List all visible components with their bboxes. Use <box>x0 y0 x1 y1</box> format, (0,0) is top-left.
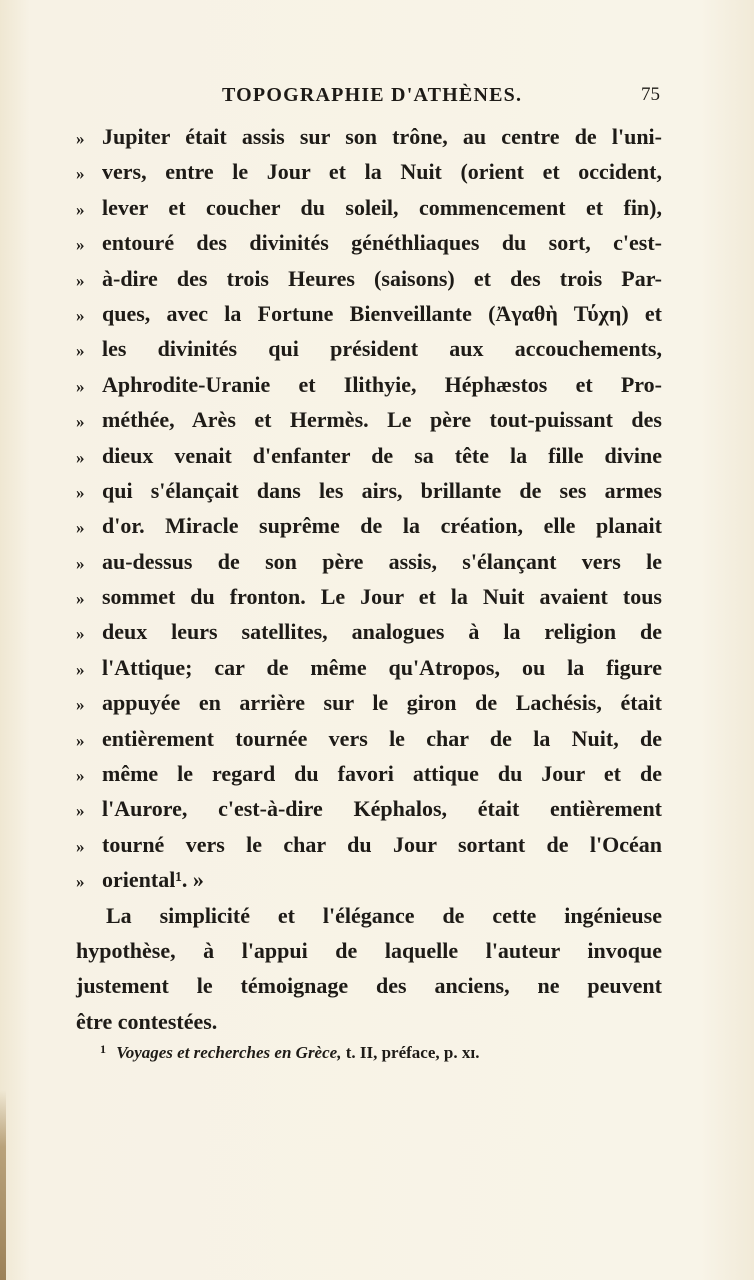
quote-line <box>76 367 662 402</box>
quote-line <box>76 331 662 366</box>
page-number: 75 <box>641 84 660 105</box>
quote-mark: » <box>76 659 85 679</box>
quote-line <box>76 473 662 508</box>
quote-line-text: deux leurs satellites, analogues à la religion de <box>102 619 662 645</box>
quote-line-text: ques, avec la Fortune Bienveillante (Ἀγαθὴ Τύχη) et <box>102 300 662 326</box>
quote-mark: » <box>76 872 85 892</box>
quote-line <box>76 685 662 720</box>
quote-mark: » <box>76 553 85 573</box>
quote-line <box>76 225 662 260</box>
quote-mark: » <box>76 730 85 750</box>
quote-line <box>76 154 662 189</box>
footnote <box>100 1042 660 1063</box>
quote-line-text: l'Attique; car de même qu'Atropos, ou la figure <box>102 654 662 680</box>
quote-mark: » <box>76 695 85 715</box>
footnote-title: Voyages et recherches en Grèce, <box>116 1043 342 1062</box>
quote-line <box>76 508 662 543</box>
quote-line-text: oriental¹. » <box>102 867 204 893</box>
quote-mark: » <box>76 801 85 821</box>
quote-line-text: Jupiter était assis sur son trône, au centre de l'uni- <box>102 124 662 149</box>
quote-mark: » <box>76 129 85 148</box>
paragraph-line: hypothèse, à l'appui de laquelle l'auteur invoque <box>76 937 662 963</box>
quote-mark: » <box>76 164 85 184</box>
paragraph-line: La simplicité et l'élégance de cette ingénieuse <box>106 902 662 928</box>
paragraph-line: être contestées. <box>76 1008 218 1034</box>
quote-line-text: l'Aurore, c'est-à-dire Képhalos, était entièrement <box>102 796 662 822</box>
page-header <box>76 84 666 114</box>
paragraph-line: justement le témoignage des anciens, ne peuvent <box>76 973 662 999</box>
quote-line <box>76 119 662 154</box>
quote-line <box>76 261 662 296</box>
quote-mark: » <box>76 305 85 325</box>
quote-line-text: qui s'élançait dans les airs, brillante de ses armes <box>102 477 662 503</box>
quote-line-text: lever et coucher du soleil, commencement et fin), <box>102 194 662 220</box>
quote-line <box>76 827 662 862</box>
quote-mark: » <box>76 589 85 609</box>
quote-line-text: tourné vers le char du Jour sortant de l'Océan <box>102 831 662 857</box>
quote-line <box>76 544 662 579</box>
quote-line <box>76 579 662 614</box>
quote-mark: » <box>76 341 85 361</box>
quote-line <box>76 650 662 685</box>
quote-line <box>76 791 662 826</box>
page-edge-shadow <box>0 1090 6 1280</box>
quote-line-text: d'or. Miracle suprême de la création, elle planait <box>102 513 662 539</box>
running-title: TOPOGRAPHIE D'ATHÈNES. <box>222 84 523 106</box>
quote-line <box>76 862 662 897</box>
quote-line <box>76 296 662 331</box>
quote-line <box>76 614 662 649</box>
quote-mark: » <box>76 766 85 786</box>
quote-line-text: au-dessus de son père assis, s'élançant vers le <box>102 548 662 574</box>
quote-line-text: vers, entre le Jour et la Nuit (orient et occident, <box>102 159 662 185</box>
quote-mark: » <box>76 235 85 255</box>
quote-line <box>76 190 662 225</box>
quote-mark: » <box>76 482 85 502</box>
quote-line <box>76 402 662 437</box>
quote-line-text: dieux venait d'enfanter de sa tête la fille divine <box>102 442 662 468</box>
quote-line-text: méthée, Arès et Hermès. Le père tout-puissant des <box>102 407 662 433</box>
body-text <box>76 119 662 1039</box>
quote-line-text: les divinités qui président aux accouchements, <box>102 336 662 362</box>
quote-line-text: sommet du fronton. Le Jour et la Nuit avaient tous <box>102 584 662 610</box>
quote-line-text: même le regard du favori attique du Jour et de <box>102 761 662 787</box>
quote-mark: » <box>76 624 85 644</box>
quote-mark: » <box>76 376 85 396</box>
quote-line-text: entouré des divinités généthliaques du sort, c'est- <box>102 230 662 256</box>
quote-mark: » <box>76 836 85 856</box>
quote-line <box>76 721 662 756</box>
quote-line-text: appuyée en arrière sur le giron de Lachésis, était <box>102 690 662 716</box>
quote-mark: » <box>76 270 85 290</box>
paragraph-block <box>76 898 662 1040</box>
footnote-reference: t. II, préface, p. xɪ. <box>345 1043 480 1062</box>
quote-line-text: Aphrodite-Uranie et Ilithyie, Héphæstos et Pro- <box>102 371 662 397</box>
quotation-block <box>76 119 662 898</box>
quote-mark: » <box>76 412 85 432</box>
quote-line-text: à-dire des trois Heures (saisons) et des trois Par- <box>102 265 662 291</box>
quote-mark: » <box>76 199 85 219</box>
quote-line-text: entièrement tournée vers le char de la Nuit, de <box>102 725 662 751</box>
quote-line <box>76 438 662 473</box>
quote-line <box>76 756 662 791</box>
quote-mark: » <box>76 518 85 538</box>
footnote-mark: 1 <box>100 1042 106 1056</box>
quote-mark: » <box>76 447 85 467</box>
